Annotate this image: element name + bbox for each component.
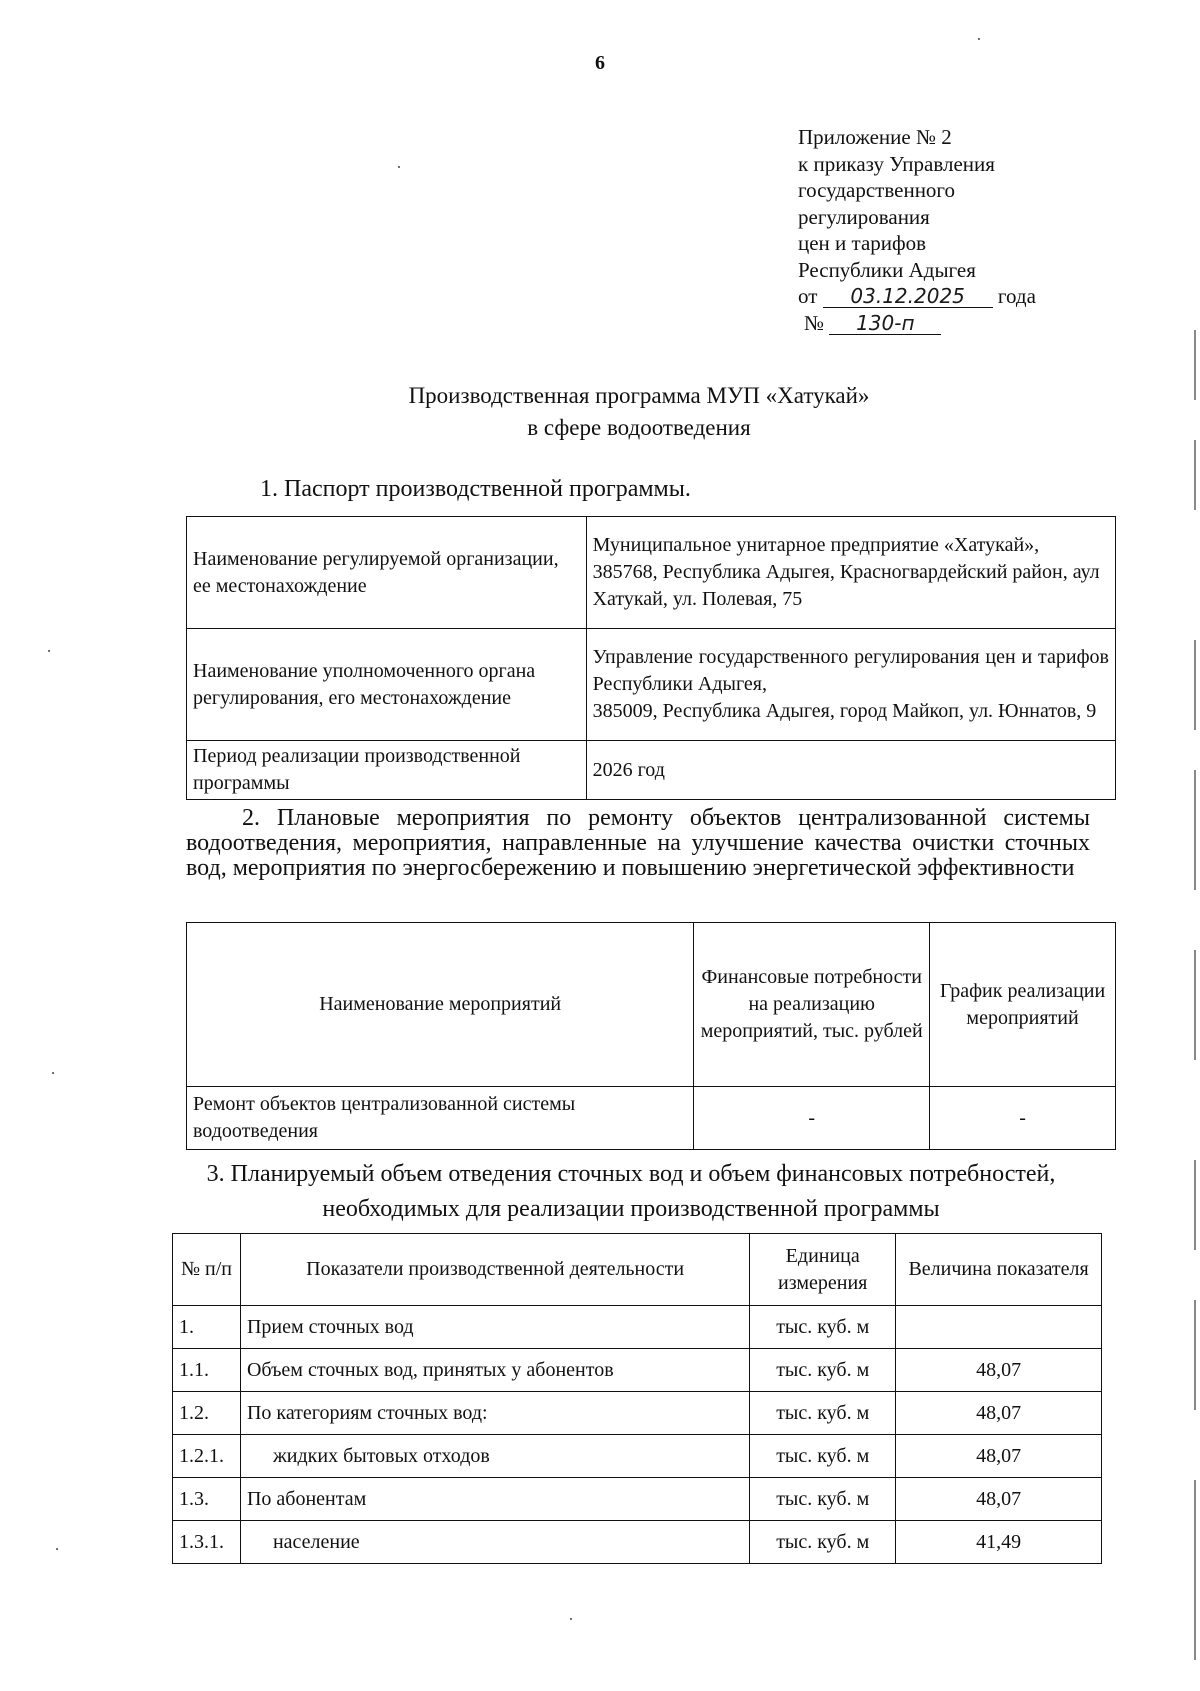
table-row [173, 1306, 1102, 1349]
scan-dot [56, 1548, 58, 1550]
scan-dot [398, 166, 400, 168]
scan-edge-mark [1194, 440, 1196, 510]
header-indicator: Показатели производственной деятельности [240, 1234, 749, 1306]
passport-table [186, 516, 1116, 800]
table-row [173, 1478, 1102, 1521]
table-row [187, 1087, 1116, 1150]
table-row [187, 629, 1116, 741]
scan-edge-mark [1194, 770, 1196, 890]
page-number: 6 [595, 52, 605, 74]
scan-edge-mark [1194, 640, 1196, 730]
handwritten-number: 130-п [829, 312, 941, 335]
title-line: Производственная программа МУП «Хатукай» [408, 383, 870, 408]
passport-value: Муниципальное унитарное предприятие «Хатукай», 385768, Республика Адыгея, Красногвардейский район, аул Хатукай, ул. Полевая, 75 [586, 517, 1115, 629]
measure-schedule: - [930, 1087, 1116, 1150]
appendix-line: регулирования [798, 204, 930, 229]
appendix-line: государственного [798, 178, 956, 202]
row-num: 1.1. [173, 1349, 241, 1392]
row-indicator: По абонентам [240, 1478, 749, 1521]
row-unit: тыс. куб. м [750, 1306, 896, 1349]
scan-dot [52, 1072, 54, 1074]
row-value [896, 1306, 1102, 1349]
section2-heading: 2. Плановые мероприятия по ремонту объектов централизованной системы водоотведения, мероприятия, направленные на улучшение качества очистки сточных вод, мероприятия по энергосбережению и повышению энергетической эффективности [186, 805, 1090, 881]
row-unit: тыс. куб. м [750, 1521, 896, 1564]
row-indicator: жидких бытовых отходов [240, 1435, 749, 1478]
row-num: 1.2.1. [173, 1435, 241, 1478]
row-value: 48,07 [896, 1478, 1102, 1521]
header-measures-name: Наименование мероприятий [187, 923, 694, 1087]
row-num: 1.3.1. [173, 1521, 241, 1564]
table-row [173, 1392, 1102, 1435]
section3-heading: 3. Планируемый объем отведения сточных вод и объем финансовых потребностей, необходимых для реализации производственной программы [206, 1161, 1056, 1222]
passport-label: Период реализации производственной программы [187, 741, 587, 800]
header-schedule: График реализации мероприятий [930, 923, 1116, 1087]
row-unit: тыс. куб. м [750, 1349, 896, 1392]
measure-finance: - [694, 1087, 930, 1150]
scan-edge-mark [1194, 1160, 1196, 1250]
row-value: 48,07 [896, 1349, 1102, 1392]
scan-edge-mark [1194, 950, 1196, 1060]
handwritten-date: 03.12.2025 [823, 285, 993, 308]
indicators-table [172, 1233, 1102, 1564]
passport-label: Наименование уполномоченного органа регулирования, его местонахождение [187, 629, 587, 741]
row-unit: тыс. куб. м [750, 1435, 896, 1478]
passport-label: Наименование регулируемой организации, ее местонахождение [187, 517, 587, 629]
appendix-line: Республики Адыгея [798, 257, 976, 282]
number-prefix: № [804, 310, 825, 335]
document-title [0, 380, 1200, 444]
date-prefix: от [798, 284, 818, 308]
scan-dot [570, 1618, 572, 1620]
table-header-row [173, 1234, 1102, 1306]
appendix-line: к приказу Управления [798, 151, 995, 176]
header-num: № п/п [173, 1234, 241, 1306]
measures-table [186, 922, 1116, 1150]
header-value: Величина показателя [896, 1234, 1102, 1306]
appendix-date-line [798, 283, 1036, 310]
table-row [187, 517, 1116, 629]
row-value: 41,49 [896, 1521, 1102, 1564]
header-finance: Финансовые потребности на реализацию мероприятий, тыс. рублей [694, 923, 930, 1087]
table-row [173, 1435, 1102, 1478]
passport-value: Управление государственного регулирования цен и тарифов Республики Адыгея, 385009, Республика Адыгея, город Майкоп, ул. Юннатов, 9 [586, 629, 1115, 741]
date-suffix: года [997, 284, 1036, 308]
row-unit: тыс. куб. м [750, 1478, 896, 1521]
row-num: 1.2. [173, 1392, 241, 1435]
scan-edge-mark [1194, 1300, 1196, 1410]
appendix-number-line [798, 310, 1036, 337]
row-indicator: По категориям сточных вод: [240, 1392, 749, 1435]
row-value: 48,07 [896, 1392, 1102, 1435]
header-unit: Единица измерения [750, 1234, 896, 1306]
table-row [187, 741, 1116, 800]
scan-edge-mark [1194, 330, 1196, 400]
row-indicator: население [240, 1521, 749, 1564]
scan-dot [978, 38, 980, 40]
table-row [173, 1521, 1102, 1564]
measure-name: Ремонт объектов централизованной системы водоотведения [187, 1087, 694, 1150]
appendix-block [798, 124, 1036, 336]
appendix-line: цен и тарифов [798, 231, 927, 255]
title-line: в сфере водоотведения [527, 415, 751, 440]
section1-heading: 1. Паспорт производственной программы. [260, 476, 691, 502]
passport-value: 2026 год [586, 741, 1115, 800]
table-row [173, 1349, 1102, 1392]
row-num: 1.3. [173, 1478, 241, 1521]
row-indicator: Объем сточных вод, принятых у абонентов [240, 1349, 749, 1392]
row-unit: тыс. куб. м [750, 1392, 896, 1435]
row-num: 1. [173, 1306, 241, 1349]
scan-dot [48, 650, 50, 652]
row-indicator: Прием сточных вод [240, 1306, 749, 1349]
appendix-line: Приложение № 2 [798, 125, 952, 149]
row-value: 48,07 [896, 1435, 1102, 1478]
table-header-row [187, 923, 1116, 1087]
scan-edge-mark [1194, 1480, 1196, 1660]
